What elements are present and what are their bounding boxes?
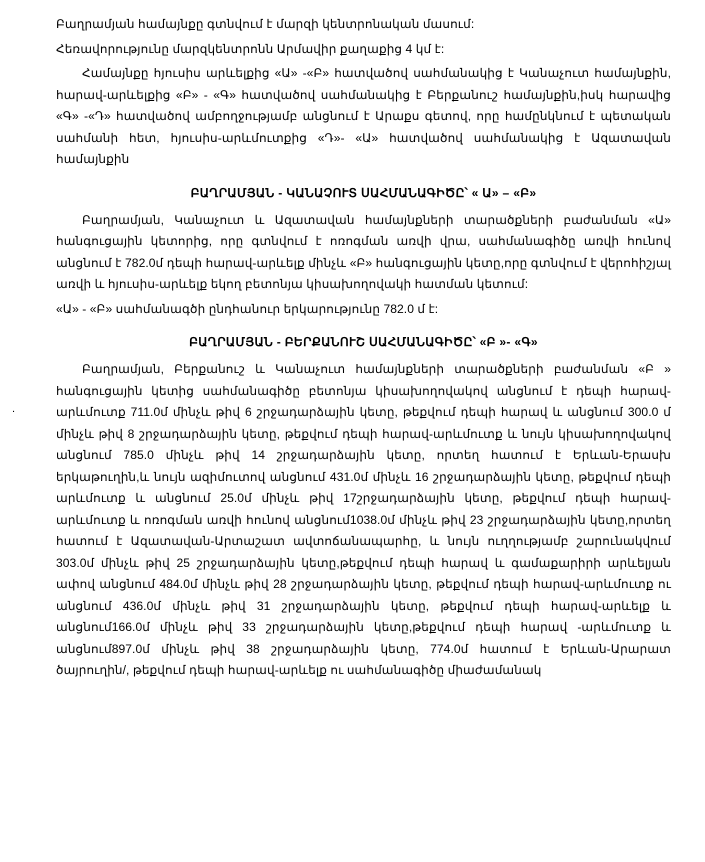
paragraph-section1-total-length: «Ա» - «Բ» սահմանագծի ընդհանուր երկարությունը 782.0 մ է:: [56, 301, 439, 316]
heading-section-bagramyan-kanachut: ԲԱՂՐԱՄՅԱՆ - ԿԱՆԱՉՈՒՏ ՍԱՀՄԱՆԱԳԻԾԸ՝ « Ա» – «Բ»: [190, 185, 537, 200]
paragraph-section1-description: Բաղրամյան, Կանաչուտ և Ազատավան համայնքների տարածքների բաժանման «Ա» հանգուցային կետորից, որը գտնվում է ոռոգման առվի վրա, սահմանագիծը առվի հունով անցնում է 782.0մ դեպի հարավ-արևելք մինչև «Բ» հանգուցային կետը,որը գտնվում է վերոհիշյալ առվի և հյուսիս-արևելք եկող բետոնյա կիսախողովակի հատման կետում:: [56, 212, 671, 291]
paragraph-distance: Հեռավորությունը մարզկենտրոնն Արմավիր քաղաքից 4 կմ է:: [56, 41, 445, 56]
paragraph-boundaries-overview: Համայնքը հյուսիս արևելքից «Ա» -«Բ» հատվածով սահմանակից է Կանաչուտ համայնքին, հարավ-արևելքից «Բ» - «Գ» հատվածով սահմանակից է Բերքանուշ համայնքին,իսկ հարավից «Գ» -«Դ» հատվածով ամբողջությամբ անցնում է Արաքս գետով, որը համընկնում է պետական սահմանի հետ, հյուսիս-արևմուտքից «Դ»- «Ա» հատվածով սահմանակից է Ազատավան համայնքին: [56, 66, 671, 166]
paragraph-section2-description: Բաղրամյան, Բերքանուշ և Կանաչուտ համայնքների տարածքների բաժանման «Բ » հանգուցային կետից սահմանագիծը բետոնյա կիսախողովակով անցնում է դեպի հարավ-արևմուտք 711.0մ մինչև թիվ 6 շրջադարձային կետը, թեքվում դեպի հարավ և անցնում 300.0 մ մինչև թիվ 8 շրջադարձային կետը, թեքվում դեպի հարավ-արևմուտք և նույն կիսախողովակով անցնում 785.0 մինչև թիվ 14 շրջադարձային կետը, որտեղ հատում է Երևան-Երասխ երկաթուղին,և նույն ազիմուտով անցնում 431.0մ մինչև 16 շրջադարձային կետը, թեքվում դեպի արևմուտք և անցնում 25.0մ մինչև թիվ 17շրջադարձային կետը, թեքվում դեպի հարավ-արևմուտք և ոռոգման առվի հունով անցնում1038.0մ մինչև թիվ 23 շրջադարձային կետը,որտեղ հատում է Ազատավան-Արտաշատ ավտոճանապարհը, և նույն ուղղությամբ շարունակվում 303.0մ մինչև թիվ 25 շրջադարձային կետը,թեքվում դեպի հարավ և գամաքարիրի արևելյան ափով անցնում 484.0մ մինչև թիվ 28 շրջադարձային կետը, թեքվում դեպի հարավ-արևմուտք ու անցնում 436.0մ մինչև թիվ 31 շրջադարձային կետը, թեքվում դեպի հարավ-արևելք և անցնում166.0մ մինչև թիվ 33 շրջադարձային կետը,թեքվում դեպի հարավ -արևմուտք և անցնում897.0մ մինչև թիվ 38 շրջադարձային կետը, 774.0մ հատում է Երևան-Արարատ ծայրուղին/, թեքվում դեպի հարավ-արևելք ու սահմանագիծը միաժամանակ: [56, 362, 671, 677]
heading-section-bagramyan-berqanush: ԲԱՂՐԱՄՅԱՆ - ԲԵՐՔԱՆՈՒՇ ՍԱՀՄԱՆԱԳԻԾԸ՝ «Բ »- «Գ»: [189, 335, 538, 349]
page-artifact-mark: .: [12, 403, 16, 415]
paragraph-intro-location: Բաղրամյան համայնքը գտնվում է մարզի կենտրոնական մասում:: [56, 17, 475, 31]
